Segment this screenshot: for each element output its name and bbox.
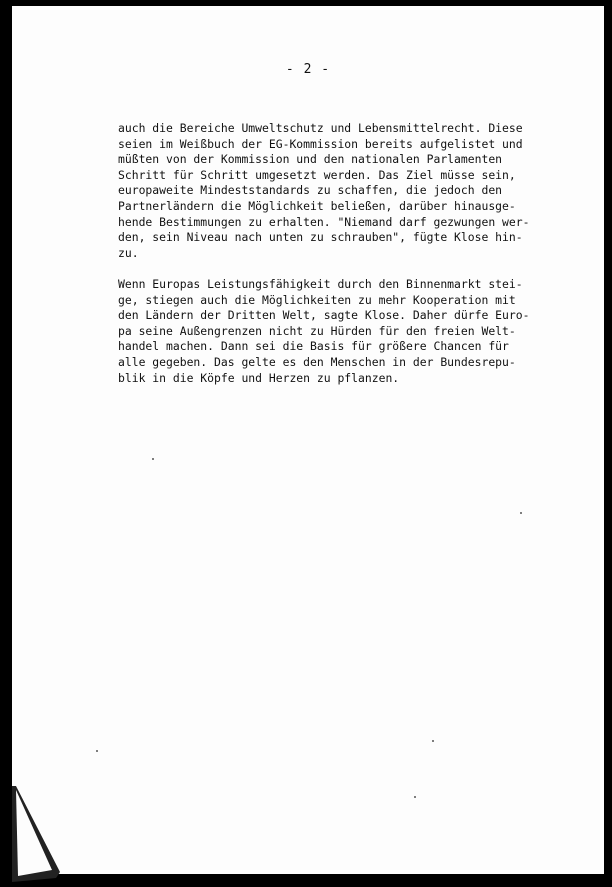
paragraph-gap (118, 261, 568, 277)
text-line: Wenn Europas Leistungsfähigkeit durch den Binnenmarkt stei- (118, 276, 523, 291)
text-line: müßten von der Kommission und den nationalen Parlamenten (118, 152, 503, 167)
scan-speck (432, 740, 434, 742)
text-line: blik in die Köpfe und Herzen zu pflanzen. (118, 370, 400, 385)
body-text (118, 121, 568, 386)
paragraph-2 (118, 277, 568, 386)
text-line: alle gegeben. Das gelte es den Menschen in der Bundesrepu- (118, 354, 516, 369)
scan-speck (152, 458, 154, 460)
scan-speck (96, 750, 98, 752)
text-line: pa seine Außengrenzen nicht zu Hürden für den freien Welt- (118, 323, 516, 338)
page-fold-mark (12, 786, 72, 886)
text-line: Partnerländern die Möglichkeit beließen, darüber hinausge- (118, 198, 516, 213)
paragraph-1 (118, 121, 568, 261)
text-line: auch die Bereiche Umweltschutz und Lebensmittelrecht. Diese (118, 121, 523, 135)
text-line: ge, stiegen auch die Möglichkeiten zu mehr Kooperation mit (118, 292, 516, 307)
text-line: den Ländern der Dritten Welt, sagte Klose. Daher dürfe Euro- (118, 308, 530, 323)
text-line: seien im Weißbuch der EG-Kommission bereits aufgelistet und (118, 136, 523, 151)
text-line: den, sein Niveau nach unten zu schrauben", fügte Klose hin- (118, 230, 523, 245)
text-line: handel machen. Dann sei die Basis für größere Chancen für (118, 339, 509, 354)
text-line: europaweite Mindeststandards zu schaffen, die jedoch den (118, 183, 503, 198)
text-line: hende Bestimmungen zu erhalten. "Niemand darf gezwungen wer- (118, 214, 530, 229)
document-page (12, 6, 604, 874)
page-number: - 2 - (285, 62, 331, 77)
scan-speck (520, 512, 522, 514)
text-line: zu. (118, 245, 139, 260)
text-line: Schritt für Schritt umgesetzt werden. Das Ziel müsse sein, (118, 167, 516, 182)
scan-speck (414, 796, 416, 798)
